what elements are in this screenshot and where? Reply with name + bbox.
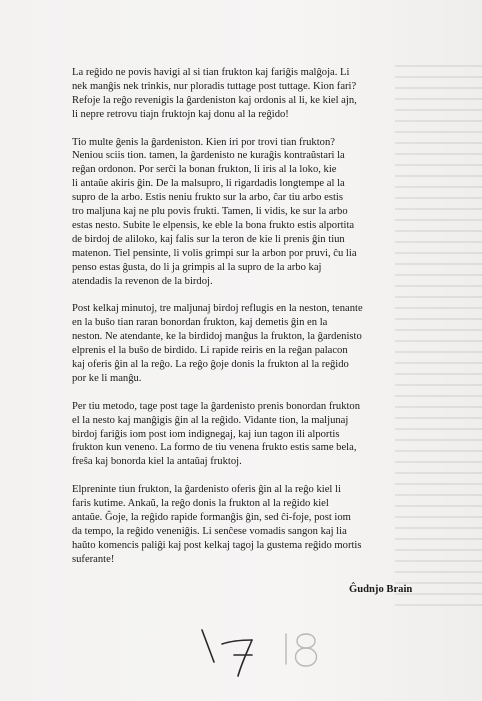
page-number-18 (286, 634, 317, 666)
paragraph-5: Elpreninte tiun frukton, la ĝardenisto oferis ĝin al la reĝo kiel li faris kutime. Ankaŭ, la reĝo donis la frukton al la reĝido kiel antaŭe. Ĝoje, la reĝido rapide formanĝis ĝin, sed ĉi-foje, post iom da tempo, la reĝido veneniĝis. Li senĉese vomadis sangon kaj lia haŭto komencis paliĝi kaj post kelkaj tagoj la gustema reĝido mortis suferante! (72, 484, 362, 565)
page-number-17 (202, 630, 252, 676)
author-signature: Ĝudnjo Brain (349, 584, 413, 595)
paragraph-1: La reĝido ne povis havigi al si tian frukton kaj fariĝis malĝoja. Li nek manĝis nek trinkis, nur ploradis tuttage post tuttage. Kion fari? Refoje la reĝo revenigis la ĝardeniston kaj ordonis al li, ke kiel ajn, li nepre retrovu tiajn fruktojn kaj donu al la reĝido! (72, 67, 357, 120)
paragraph-2: Tio multe ĝenis la ĝardeniston. Kien iri por trovi tian frukton? Neniou sciis tion. tamen, la ĝardenisto ne kuraĝis kontraŭstari la reĝan ordonon. Por serĉi la bonan frukton, li iris al la loko, kie li antaŭe akiris ĝin. De la malsupro, li rigardadis longtempe al la supro de la arbo. Estis neniu frukto sur la arbo, ĉar tiu arbo estis tro maljuna kaj ne plu povis frukti. Tamen, li vidis, ke sur la arbo estas nesto. Subite le elpensis, ke eble la bona frukto estis alportita de birdoj de aliloko, kaj falis sur la teron de kie li prenis ĝin tiun matenon. Tiel pensinte, li volis grimpi sur la arbon por pruvi, ĉu lia penso estas ĝusta, do li ja grimpis al la supro de la arbo kaj atendadis la revenon de la birdoj. (72, 136, 357, 287)
handwritten-page-numbers (194, 622, 334, 682)
paragraph-4: Per tiu metodo, tage post tage la ĝardenisto prenis bonordan frukton el la nesto kaj manĝigis ĝin al la reĝido. Vidante tion, la maljunaj birdoj fariĝis iom post iom indignegaj, kaj iun tagon ili alportis frukton kun veneno. La formo de tiu venena frukto estis same bela, freŝa kaj bonorda kiel la antaŭaj fruktoj. (72, 400, 361, 468)
paragraph-3: Post kelkaj minutoj, tre maljunaj birdoj reflugis en la neston, tenante en la buŝo tian raran bonordan frukton, kaj demetis ĝin en la neston. Ne atendante, ke la birdidoj manĝus la frukton, la ĝardenisto elprenis el la buŝo de birdido. Li rapide reiris en la reĝan palacon kaj oferis ĝin al la reĝo. La reĝo ĝoje donis la frukton al la reĝido por ke li manĝu. (72, 303, 363, 384)
story-body (72, 66, 444, 580)
